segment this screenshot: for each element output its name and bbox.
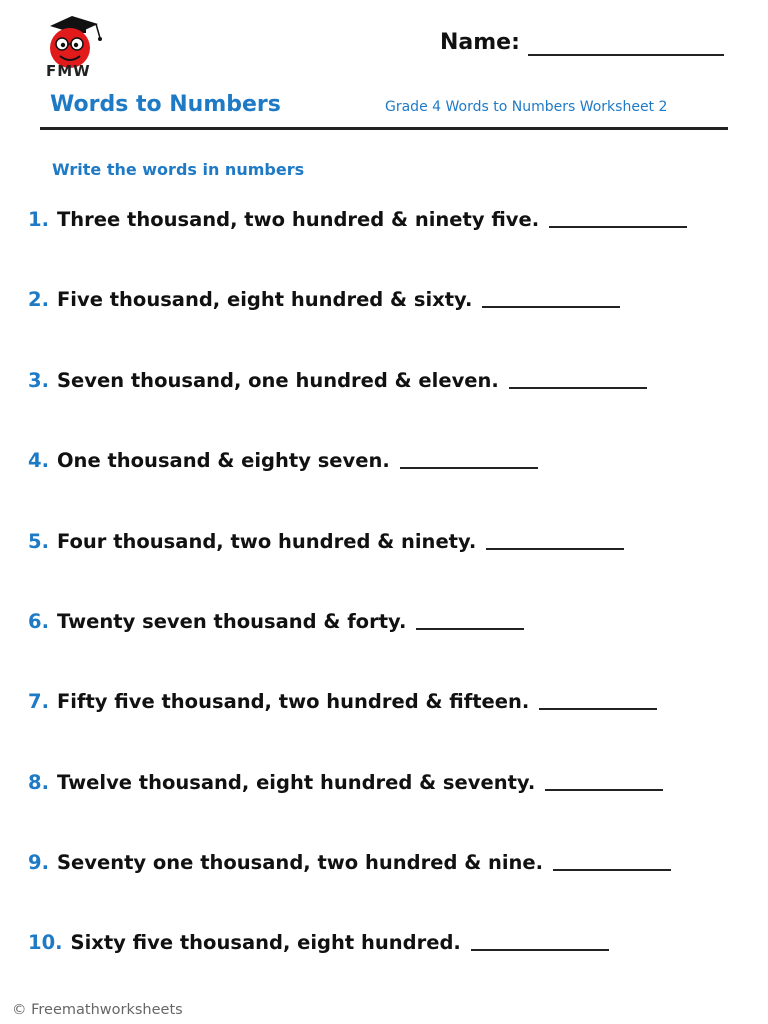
question-item: [28, 610, 524, 633]
question-item: [28, 771, 663, 794]
question-item: [28, 208, 687, 231]
question-number: 2.: [28, 288, 49, 311]
question-item: [28, 369, 647, 392]
question-number: 7.: [28, 690, 49, 713]
question-item: [28, 530, 624, 553]
question-text: Twenty seven thousand & forty.: [56, 610, 407, 633]
question-number: 9.: [28, 851, 49, 874]
question-text: Four thousand, two hundred & ninety.: [56, 530, 477, 553]
question-number: 6.: [28, 610, 49, 633]
question-text: Seven thousand, one hundred & eleven.: [56, 369, 499, 392]
question-text: Five thousand, eight hundred & sixty.: [56, 288, 473, 311]
question-item: [28, 288, 620, 311]
question-item: [28, 931, 609, 954]
question-text: Seventy one thousand, two hundred & nine.: [56, 851, 544, 874]
name-label: Name:: [440, 30, 520, 55]
question-item: [28, 690, 657, 713]
question-text: Fifty five thousand, two hundred & fifteen.: [56, 690, 530, 713]
answer-blank[interactable]: [539, 708, 657, 710]
question-item: [28, 851, 671, 874]
answer-blank[interactable]: [471, 949, 609, 951]
answer-blank[interactable]: [400, 467, 538, 469]
question-text: Sixty five thousand, eight hundred.: [70, 931, 461, 954]
answer-blank[interactable]: [416, 628, 524, 630]
question-text: One thousand & eighty seven.: [56, 449, 390, 472]
worksheet-title: Words to Numbers: [50, 92, 281, 117]
question-item: [28, 449, 538, 472]
question-number: 3.: [28, 369, 49, 392]
answer-blank[interactable]: [482, 306, 620, 308]
header-divider: [40, 127, 728, 130]
question-number: 8.: [28, 771, 49, 794]
copyright-footer: © Freemathworksheets: [12, 1002, 183, 1018]
answer-blank[interactable]: [553, 869, 671, 871]
question-number: 4.: [28, 449, 49, 472]
name-answer-line[interactable]: [528, 54, 724, 56]
logo-text: FMW: [46, 62, 91, 80]
question-number: 10.: [28, 931, 63, 954]
answer-blank[interactable]: [509, 387, 647, 389]
answer-blank[interactable]: [545, 789, 663, 791]
question-text: Twelve thousand, eight hundred & seventy.: [56, 771, 536, 794]
answer-blank[interactable]: [486, 548, 624, 550]
worksheet-subtitle: Grade 4 Words to Numbers Worksheet 2: [385, 99, 668, 115]
question-number: 5.: [28, 530, 49, 553]
instructions: Write the words in numbers: [52, 160, 305, 179]
question-number: 1.: [28, 208, 49, 231]
question-text: Three thousand, two hundred & ninety five.: [56, 208, 540, 231]
answer-blank[interactable]: [549, 226, 687, 228]
